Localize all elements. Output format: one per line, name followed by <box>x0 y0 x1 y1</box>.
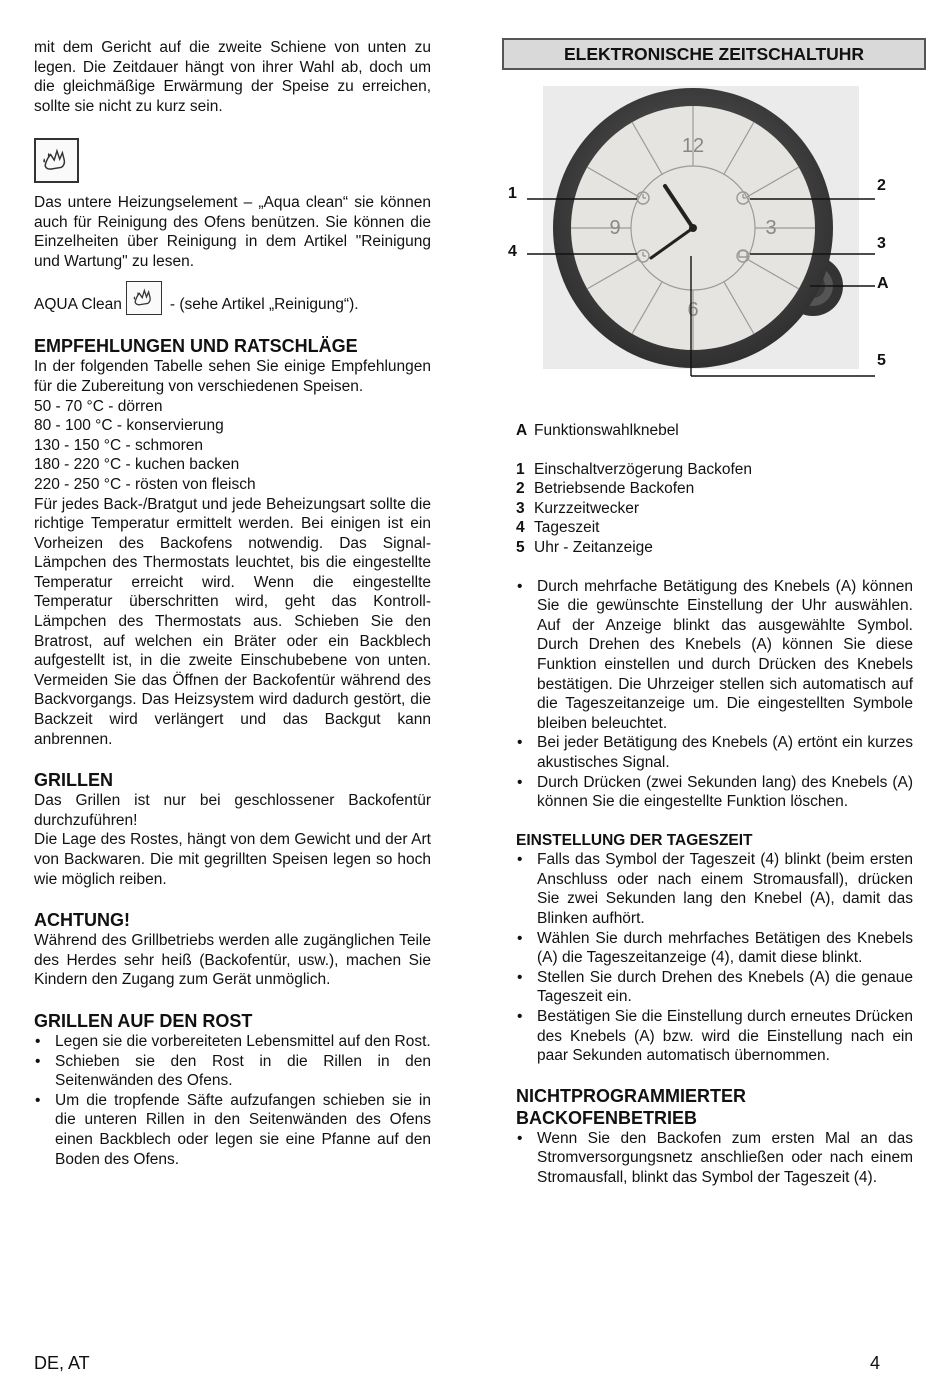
legend-label: Uhr - Zeitanzeige <box>534 538 653 556</box>
clock-number-3: 3 <box>765 217 777 239</box>
temperature-item: 80 - 100 °C - konservierung <box>34 417 224 435</box>
empfehlungen-intro: In der folgenden Tabelle sehen Sie einige Empfehlungen für die Zubereitung von verschiedenen Speisen. <box>34 358 431 395</box>
page-number: 4 <box>870 1353 881 1373</box>
legend-item-3 <box>516 499 913 519</box>
aqua-line-suffix: - (sehe Artikel „Reinigung“). <box>169 296 359 314</box>
list-item: • Wählen Sie durch mehrfaches Betätigen des Knebels (A) die Tageszeitanzeige (4), damit diese blinkt. <box>516 929 913 968</box>
empfehlungen-heading: EMPFEHLUNGEN UND RATSCHLÄGE <box>34 336 358 357</box>
callout-4: 4 <box>508 243 517 260</box>
callout-2: 2 <box>877 177 886 194</box>
list-item: • Wenn Sie den Backofen zum ersten Mal an das Stromversorgungsnetz anschließen oder nach einem Stromausfall, blinkt das Symbol der Tageszeit (4). <box>516 1129 913 1188</box>
nichtprogrammiert-list <box>516 1129 913 1188</box>
callout-lines <box>505 86 925 386</box>
temperature-list <box>34 397 431 495</box>
grillen-rost-heading: GRILLEN AUF DEN ROST <box>34 1010 253 1031</box>
clock-figure <box>505 86 925 386</box>
nichtprogrammiert-heading-line2: BACKOFENBETRIEB <box>516 1107 698 1128</box>
callout-5: 5 <box>877 352 886 369</box>
legend-label: Einschaltverzögerung Backofen <box>534 460 752 478</box>
callout-1: 1 <box>508 185 517 202</box>
temperature-item: 220 - 250 °C - rösten von fleisch <box>34 475 256 493</box>
intro-paragraph: mit dem Gericht auf die zweite Schiene von unten zu legen. Die Zeitdauer hängt von ihrer Wahl ab, doch um die gleichmäßige Erwärmung der Speise zu erreichen, sollte sie nicht zu kurz sein. <box>34 39 431 115</box>
list-item: • Um die tropfende Säfte aufzufangen schieben sie in die unteren Rillen in den Seitenwänden des Ofens einen Backblech oder legen sie eine Pfanne auf den Boden des Ofens. <box>34 1091 431 1169</box>
legend-label: Betriebsende Backofen <box>534 480 695 498</box>
footer-region: DE, AT <box>34 1353 90 1373</box>
legend-item-a <box>516 421 913 441</box>
list-item: • Bestätigen Sie die Einstellung durch erneutes Drücken des Knebels (A) bzw. wird die Einstellung nach ein paar Sekunden automatisch übernommen. <box>516 1007 913 1066</box>
legend-key: 3 <box>516 499 525 517</box>
achtung-paragraph: Während des Grillbetriebs werden alle zugänglichen Teile des Herdes sehr heiß (Backofentür, usw.), machen Sie Kindern den Zugang zum Gerät unmöglich. <box>34 932 431 989</box>
empfehlungen-text: Für jedes Back-/Bratgut und jede Beheizungsart sollte die richtige Temperatur ermittelt werden. Bei einigen ist ein Vorheizen des Backofens notwendig. Das Signal-Lämpchen des Thermostats leuchtet, bis die eingestellte Temperatur erreicht wird. Wenn die eingestellte Temperatur überschritten wird, geht das Kontroll-Lämpchen des Thermostats aus. Schieben Sie den Bratrost, auf welchen ein Bräter oder ein Backblech aufgestellt ist, in die zweite Einschubebene von unten. Vermeiden Sie das Öffnen der Backofentür während des Backvorgangs. Das Heizsystem wird dadurch gestört, die Backzeit wird verlängert und das Backgut kann anbrennen. <box>34 495 431 748</box>
legend-key: 5 <box>516 538 525 556</box>
right-column <box>516 421 913 1188</box>
legend-item-5 <box>516 538 913 558</box>
grillen-paragraph-2: Die Lage des Rostes, hängt von dem Gewicht und der Art von Backwaren. Die mit gegrillten Speisen legen so hoch wie möglich reiben. <box>34 831 431 888</box>
callout-a: A <box>877 275 889 292</box>
list-item: • Stellen Sie durch Drehen des Knebels (A) die genaue Tageszeit ein. <box>516 968 913 1007</box>
list-item: • Durch mehrfache Betätigung des Knebels (A) können Sie die gewünschte Einstellung der Uhr auswählen. Auf der Anzeige blinkt das ausgewählte Symbol. Durch Drehen des Knebels (A) können Sie diese Funktion einstellen und durch Drücken des Knebels bestätigen. Die Uhrzeiger stellen sich automatisch auf die Tageszeitanzeige um. Die eingestellten Symbole bleiben beleuchtet. <box>516 577 913 734</box>
function-list <box>516 577 913 812</box>
list-item: • Schieben sie den Rost in die Rillen in den Seitenwänden des Ofens. <box>34 1052 431 1091</box>
list-item: • Legen sie die vorbereiteten Lebensmittel auf den Rost. <box>34 1032 431 1052</box>
aqua-line-prefix: AQUA Clean <box>34 296 122 314</box>
legend-key: A <box>516 422 528 439</box>
clock-number-6: 6 <box>687 299 699 321</box>
temperature-item: 130 - 150 °C - schmoren <box>34 436 204 454</box>
grillen-paragraph-1: Das Grillen ist nur bei geschlossener Backofentür durchzuführen! <box>34 792 431 829</box>
clock-number-9: 9 <box>609 217 621 239</box>
grillen-rost-list <box>34 1032 431 1169</box>
nichtprogrammiert-heading-line1: NICHTPROGRAMMIERTER <box>516 1085 746 1106</box>
legend-label: Funktionswahlknebel <box>534 422 679 439</box>
tageszeit-list <box>516 850 913 1066</box>
achtung-heading: ACHTUNG! <box>34 910 130 931</box>
temperature-item: 50 - 70 °C - dörren <box>34 397 163 415</box>
aqua-paragraph: Das untere Heizungselement – „Aqua clean“ sie können auch für Reinigung des Ofens benützen. Sie können die Einzelheiten über Reinigung in dem Artikel "Reinigung und Wartung" zu lesen. <box>34 193 431 270</box>
legend-key: 4 <box>516 519 525 537</box>
left-column <box>34 38 431 1169</box>
legend-item-2 <box>516 479 913 499</box>
legend-item-1 <box>516 460 913 480</box>
legend-key: 1 <box>516 460 525 478</box>
grillen-heading: GRILLEN <box>34 770 113 791</box>
temperature-item: 180 - 220 °C - kuchen backen <box>34 456 240 474</box>
aqua-clean-icon <box>34 138 79 183</box>
section-title-box: ELEKTRONISCHE ZEITSCHALTUHR <box>502 38 926 70</box>
aqua-clean-small-icon <box>126 281 162 315</box>
clock-number-12: 12 <box>681 135 705 157</box>
list-item: • Bei jeder Betätigung des Knebels (A) ertönt ein kurzes akustisches Signal. <box>516 733 913 772</box>
aqua-line <box>34 281 431 315</box>
legend-label: Kurzzeitwecker <box>534 499 640 517</box>
list-item: • Durch Drücken (zwei Sekunden lang) des Knebels (A) können Sie die eingestellte Funktion löschen. <box>516 773 913 812</box>
legend-key: 2 <box>516 480 525 498</box>
legend-item-4 <box>516 518 913 538</box>
legend-label: Tageszeit <box>534 519 600 537</box>
list-item: • Falls das Symbol der Tageszeit (4) blinkt (beim ersten Anschluss oder nach einem Stromausfall), drücken Sie zwei Sekunden lang den Knebel (A), damit das Blinken aufhört. <box>516 850 913 928</box>
tageszeit-heading: EINSTELLUNG DER TAGESZEIT <box>516 831 753 849</box>
callout-3: 3 <box>877 235 886 252</box>
